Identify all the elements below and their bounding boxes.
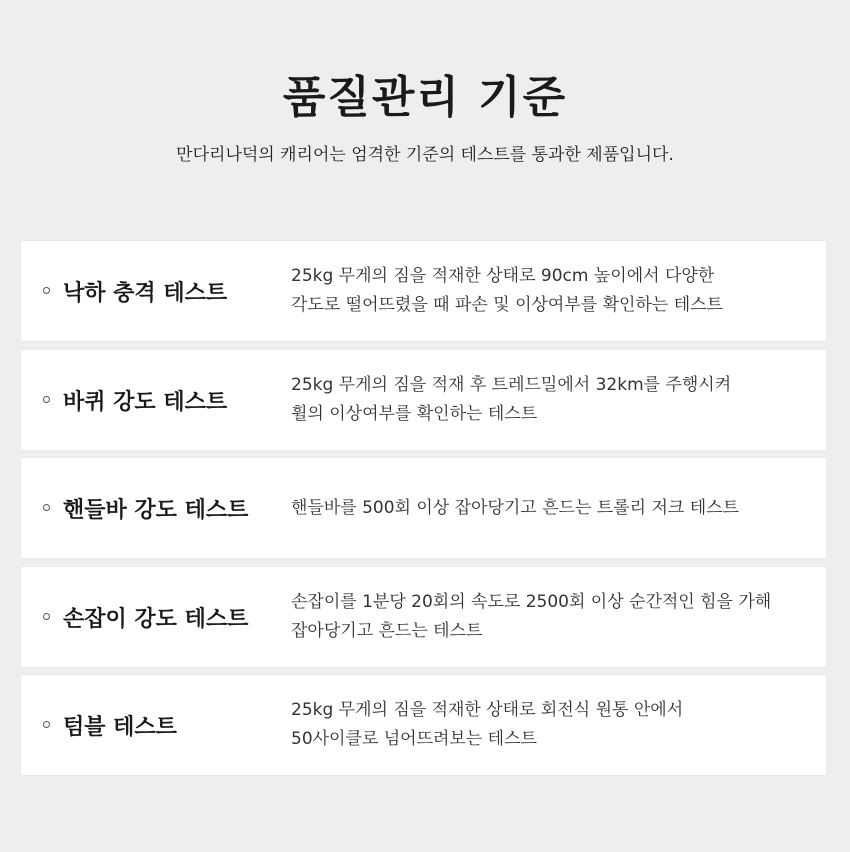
test-description bbox=[291, 567, 820, 667]
page-title: 품질관리 기준 bbox=[282, 72, 568, 123]
test-description bbox=[291, 458, 820, 558]
circle-bullet-icon bbox=[43, 721, 50, 728]
test-description-line: 25kg 무게의 짐을 적재한 상태로 90cm 높이에서 다양한 bbox=[291, 266, 715, 286]
test-description-line: 핸들바를 500회 이상 잡아당기고 흔드는 트롤리 저크 테스트 bbox=[291, 497, 739, 518]
circle-bullet-icon bbox=[43, 613, 50, 620]
test-description-line: 25kg 무게의 짐을 적재 후 트레드밀에서 32km를 주행시켜 bbox=[291, 375, 732, 395]
page-subtitle: 만다리나덕의 캐리어는 엄격한 기준의 테스트를 통과한 제품입니다. bbox=[176, 145, 674, 165]
circle-bullet-icon bbox=[43, 396, 50, 403]
test-name: 핸들바 강도 테스트 bbox=[63, 497, 249, 523]
test-name: 텀블 테스트 bbox=[63, 714, 177, 740]
test-description bbox=[291, 350, 820, 450]
test-card-drop-impact bbox=[21, 241, 826, 341]
test-description-line: 휠의 이상여부를 확인하는 테스트 bbox=[291, 404, 538, 424]
test-description bbox=[291, 675, 820, 775]
circle-bullet-icon bbox=[43, 287, 50, 294]
test-description-line: 50사이클로 넘어뜨려보는 테스트 bbox=[291, 729, 537, 749]
circle-bullet-icon bbox=[43, 504, 50, 511]
test-description-line: 25kg 무게의 짐을 적재한 상태로 회전식 원통 안에서 bbox=[291, 700, 684, 720]
test-card-handlebar-strength bbox=[21, 458, 826, 558]
test-description-line: 잡아당기고 흔드는 테스트 bbox=[291, 621, 483, 641]
test-description-line: 손잡이를 1분당 20회의 속도로 2500회 이상 순간적인 힘을 가해 bbox=[291, 592, 772, 612]
test-name: 바퀴 강도 테스트 bbox=[63, 389, 228, 415]
test-card-handle-strength bbox=[21, 567, 826, 667]
test-description-line: 각도로 떨어뜨렸을 때 파손 및 이상여부를 확인하는 테스트 bbox=[291, 295, 723, 315]
test-description bbox=[291, 241, 820, 341]
test-card-tumble bbox=[21, 675, 826, 775]
test-card-wheel-strength bbox=[21, 350, 826, 450]
test-name: 손잡이 강도 테스트 bbox=[63, 606, 249, 632]
test-name: 낙하 충격 테스트 bbox=[63, 280, 228, 306]
